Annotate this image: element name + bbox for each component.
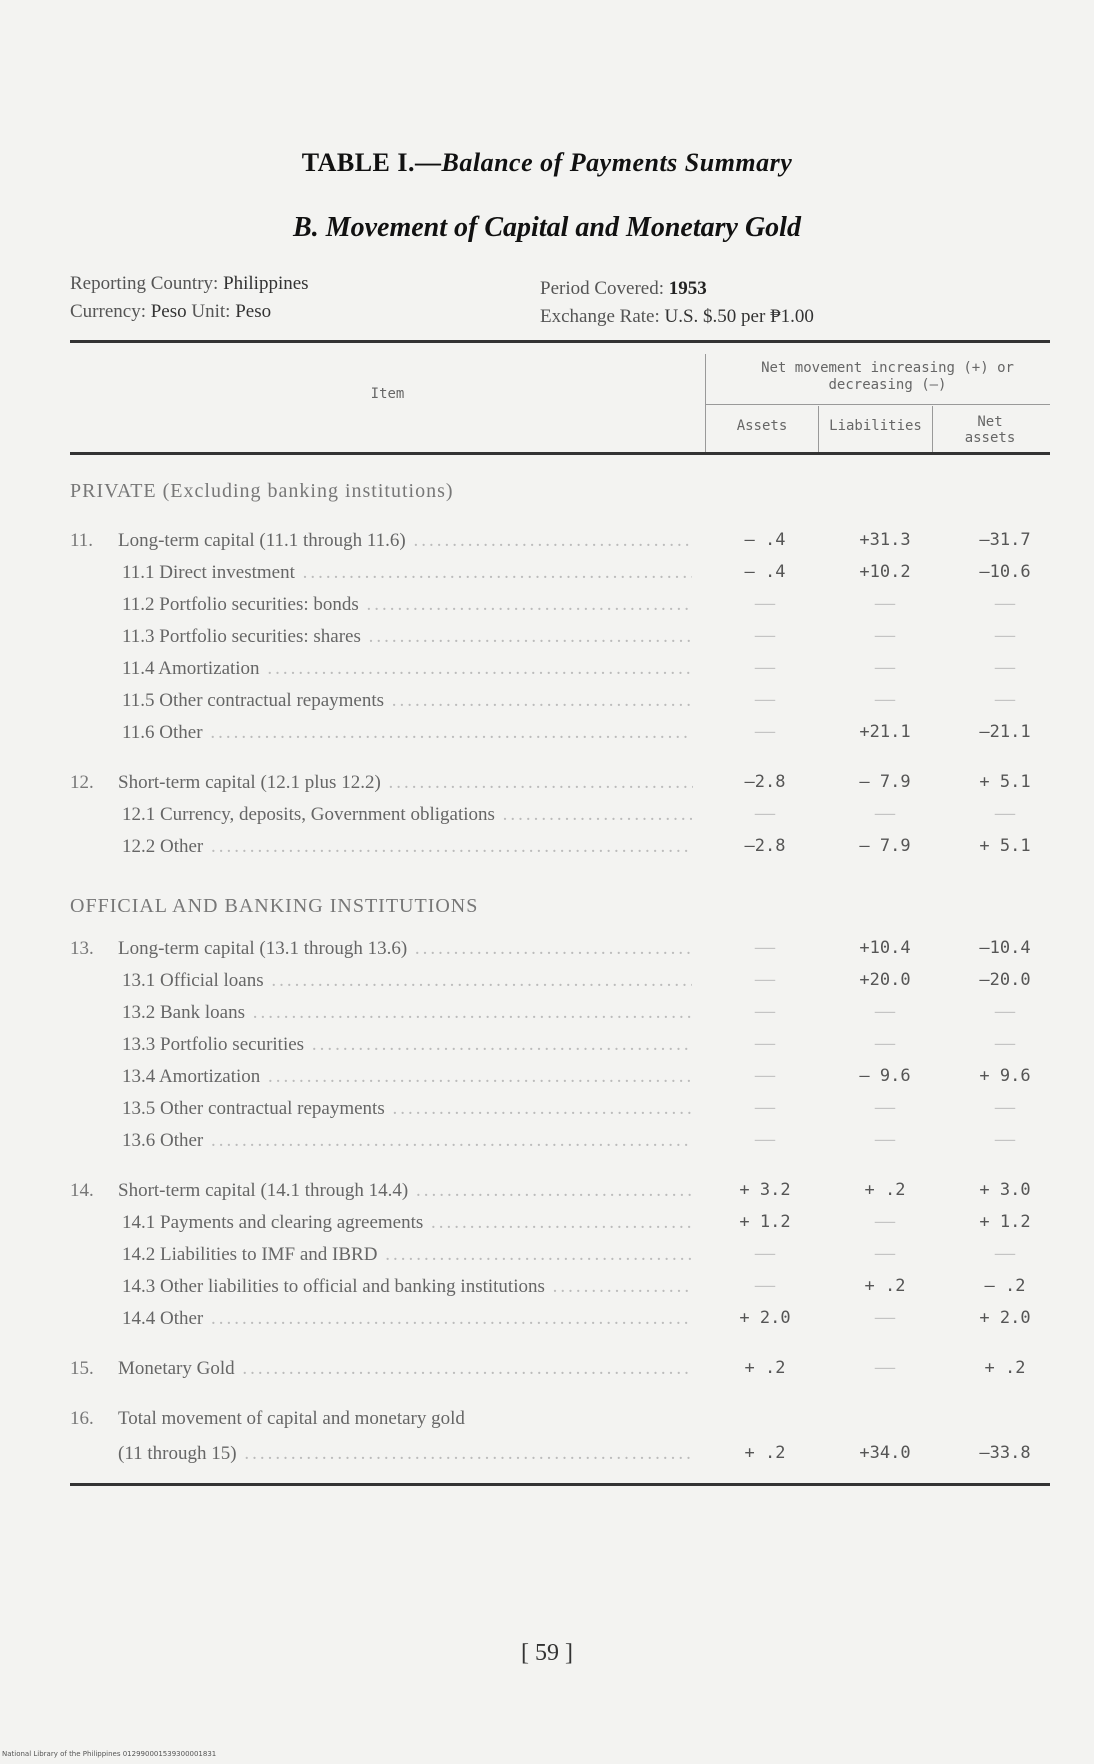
currency-value: Peso — [150, 301, 187, 322]
net-assets-cell: + 3.0 — [979, 1180, 1031, 1200]
net-assets-cell: —20.0 — [979, 970, 1031, 990]
header-divider-liabilities — [932, 406, 933, 452]
table-row — [70, 690, 1050, 722]
row-label: 11.4 Amortization ..... — [122, 658, 692, 680]
assets-cell: —— — [754, 690, 776, 710]
table-row — [70, 1212, 1050, 1244]
liabilities-cell: —— — [874, 1098, 896, 1118]
liabilities-cell: —— — [874, 1358, 896, 1378]
liabilities-cell: +20.0 — [859, 970, 911, 990]
assets-cell: — .4 — [744, 562, 786, 582]
assets-cell: —— — [754, 938, 776, 958]
liabilities-cell: —— — [874, 1212, 896, 1232]
row-label: 13.6 Other ..... — [122, 1130, 692, 1152]
scan-footer: National Library of the Philippines 012990001539300001831 — [2, 1750, 217, 1758]
table-row — [70, 594, 1050, 626]
liabilities-cell: +21.1 — [859, 722, 911, 742]
liabilities-cell: +10.4 — [859, 938, 911, 958]
row-label: 11.1 Direct investment ..... — [122, 562, 692, 584]
net-assets-cell: —— — [994, 1098, 1016, 1118]
header-bottom-rule — [70, 452, 1050, 455]
assets-cell: —— — [754, 1098, 776, 1118]
net-assets-cell: —33.8 — [979, 1443, 1031, 1463]
header-group-underline — [705, 404, 1050, 405]
table-row — [70, 1408, 1050, 1440]
header-divider-item — [705, 354, 706, 452]
header-liabilities: Liabilities — [829, 418, 922, 434]
table-row — [70, 970, 1050, 1002]
net-assets-cell: —— — [994, 804, 1016, 824]
table-subtitle: B. Movement of Capital and Monetary Gold — [293, 212, 801, 243]
liabilities-cell: +10.2 — [859, 562, 911, 582]
liabilities-cell: +31.3 — [859, 530, 911, 550]
liabilities-cell: —— — [874, 626, 896, 646]
row-label: 13.3 Portfolio securities ..... — [122, 1034, 692, 1056]
reporting-country-label: Reporting Country: — [70, 273, 219, 294]
assets-cell: + .2 — [744, 1358, 786, 1378]
assets-cell: —— — [754, 626, 776, 646]
header-item: Item — [370, 386, 405, 402]
net-assets-cell: + 9.6 — [979, 1066, 1031, 1086]
net-assets-cell: —21.1 — [979, 722, 1031, 742]
liabilities-cell: + .2 — [864, 1180, 906, 1200]
row-label: 14.3 Other liabilities to official and banking institutions ..... — [122, 1276, 692, 1298]
table-row — [70, 626, 1050, 658]
net-assets-cell: —— — [994, 1130, 1016, 1150]
row-label: Short-term capital (14.1 through 14.4) ..... — [118, 1180, 693, 1202]
row-number: 16. — [70, 1408, 94, 1429]
assets-cell: —— — [754, 1002, 776, 1022]
net-assets-cell: — .2 — [984, 1276, 1026, 1296]
liabilities-cell: —— — [874, 658, 896, 678]
reporting-country-value: Philippines — [223, 273, 309, 294]
table-title — [0, 148, 1094, 178]
net-assets-cell: —— — [994, 1002, 1016, 1022]
row-label: Monetary Gold ..... — [118, 1358, 693, 1380]
assets-cell: + 2.0 — [739, 1308, 791, 1328]
table-row — [70, 1066, 1050, 1098]
row-label: 14.1 Payments and clearing agreements ..... — [122, 1212, 692, 1234]
assets-cell: —2.8 — [744, 836, 786, 856]
net-assets-cell: —— — [994, 1244, 1016, 1264]
page-number: [ 59 ] — [521, 1640, 573, 1666]
row-label: 14.2 Liabilities to IMF and IBRD ..... — [122, 1244, 692, 1266]
row-number: 12. — [70, 772, 94, 793]
liabilities-cell: —— — [874, 1002, 896, 1022]
row-label: 13.2 Bank loans ..... — [122, 1002, 692, 1024]
row-label: Total movement of capital and monetary gold — [118, 1408, 465, 1429]
table-title-italic: Balance of Payments Summary — [441, 148, 793, 177]
liabilities-cell: —— — [874, 1034, 896, 1054]
row-label: 11.5 Other contractual repayments ..... — [122, 690, 692, 712]
header-net-movement: Net movement increasing (+) or decreasing (—) — [761, 360, 1014, 393]
net-assets-cell: + 5.1 — [979, 836, 1031, 856]
table-row — [70, 1002, 1050, 1034]
table-row — [70, 804, 1050, 836]
liabilities-cell: —— — [874, 804, 896, 824]
liabilities-cell: —— — [874, 1244, 896, 1264]
assets-cell: —— — [754, 658, 776, 678]
net-assets-cell: + 1.2 — [979, 1212, 1031, 1232]
net-assets-cell: —31.7 — [979, 530, 1031, 550]
table-row — [70, 772, 1050, 804]
unit-label: Unit: — [191, 301, 231, 322]
liabilities-cell: +34.0 — [859, 1443, 911, 1463]
assets-cell: + .2 — [744, 1443, 786, 1463]
table-row — [70, 722, 1050, 754]
assets-cell: —— — [754, 804, 776, 824]
net-assets-cell: —— — [994, 1034, 1016, 1054]
table-row — [70, 658, 1050, 690]
liabilities-cell: — 7.9 — [859, 772, 911, 792]
assets-cell: —— — [754, 1130, 776, 1150]
row-label: 11.3 Portfolio securities: shares ..... — [122, 626, 692, 648]
row-number: 15. — [70, 1358, 94, 1379]
table-row — [70, 562, 1050, 594]
table-row — [70, 1098, 1050, 1130]
net-assets-cell: —— — [994, 594, 1016, 614]
assets-cell: —— — [754, 1244, 776, 1264]
row-number: 11. — [70, 530, 94, 551]
header-top-rule — [70, 340, 1050, 343]
net-assets-cell: + .2 — [984, 1358, 1026, 1378]
meta-right — [540, 275, 814, 331]
row-label: 12.2 Other ..... — [122, 836, 692, 858]
section-official: OFFICIAL AND BANKING INSTITUTIONS — [70, 895, 479, 917]
assets-cell: —— — [754, 970, 776, 990]
net-assets-cell: + 5.1 — [979, 772, 1031, 792]
table-title-prefix: TABLE I.— — [301, 148, 442, 177]
liabilities-cell: —— — [874, 1308, 896, 1328]
table-bottom-rule — [70, 1483, 1050, 1486]
assets-cell: —— — [754, 1034, 776, 1054]
net-assets-cell: + 2.0 — [979, 1308, 1031, 1328]
period-value: 1953 — [668, 278, 707, 299]
row-label: 11.6 Other ..... — [122, 722, 692, 744]
table-row — [70, 836, 1050, 868]
section-private: PRIVATE (Excluding banking institutions) — [70, 480, 454, 502]
net-assets-cell: —— — [994, 658, 1016, 678]
table-row — [70, 1443, 1050, 1475]
table-row — [70, 530, 1050, 562]
table-row — [70, 1244, 1050, 1276]
net-assets-cell: —10.4 — [979, 938, 1031, 958]
row-label: Short-term capital (12.1 plus 12.2) ..... — [118, 772, 693, 794]
row-number: 14. — [70, 1180, 94, 1201]
row-label: 13.5 Other contractual repayments ..... — [122, 1098, 692, 1120]
table-row — [70, 1308, 1050, 1340]
exchange-label: Exchange Rate: — [540, 306, 660, 327]
table-row — [70, 938, 1050, 970]
net-assets-cell: —— — [994, 626, 1016, 646]
liabilities-cell: + .2 — [864, 1276, 906, 1296]
row-label: Long-term capital (11.1 through 11.6) ..... — [118, 530, 693, 552]
table-row — [70, 1358, 1050, 1390]
table-row — [70, 1130, 1050, 1162]
assets-cell: —— — [754, 722, 776, 742]
row-label: 13.4 Amortization ..... — [122, 1066, 692, 1088]
currency-label: Currency: — [70, 301, 146, 322]
assets-cell: —— — [754, 1066, 776, 1086]
assets-cell: + 1.2 — [739, 1212, 791, 1232]
row-label: (11 through 15) ..... — [118, 1443, 693, 1465]
row-label: Long-term capital (13.1 through 13.6) ..... — [118, 938, 693, 960]
period-label: Period Covered: — [540, 278, 665, 299]
assets-cell: —— — [754, 1276, 776, 1296]
table-row — [70, 1276, 1050, 1308]
table-row — [70, 1180, 1050, 1212]
liabilities-cell: —— — [874, 594, 896, 614]
liabilities-cell: —— — [874, 690, 896, 710]
assets-cell: —— — [754, 594, 776, 614]
net-assets-cell: —— — [994, 690, 1016, 710]
row-label: 12.1 Currency, deposits, Government obligations ..... — [122, 804, 692, 826]
liabilities-cell: — 9.6 — [859, 1066, 911, 1086]
row-label: 14.4 Other ..... — [122, 1308, 692, 1330]
row-label: 11.2 Portfolio securities: bonds ..... — [122, 594, 692, 616]
header-assets: Assets — [736, 418, 788, 434]
assets-cell: —2.8 — [744, 772, 786, 792]
meta-left — [70, 270, 309, 326]
liabilities-cell: — 7.9 — [859, 836, 911, 856]
liabilities-cell: —— — [874, 1130, 896, 1150]
row-label: 13.1 Official loans ..... — [122, 970, 692, 992]
exchange-value: U.S. $.50 per ₱1.00 — [664, 306, 814, 327]
net-assets-cell: —10.6 — [979, 562, 1031, 582]
row-number: 13. — [70, 938, 94, 959]
unit-value: Peso — [235, 301, 272, 322]
header-net-assets: Net assets — [964, 414, 1016, 446]
assets-cell: — .4 — [744, 530, 786, 550]
assets-cell: + 3.2 — [739, 1180, 791, 1200]
table-row — [70, 1034, 1050, 1066]
